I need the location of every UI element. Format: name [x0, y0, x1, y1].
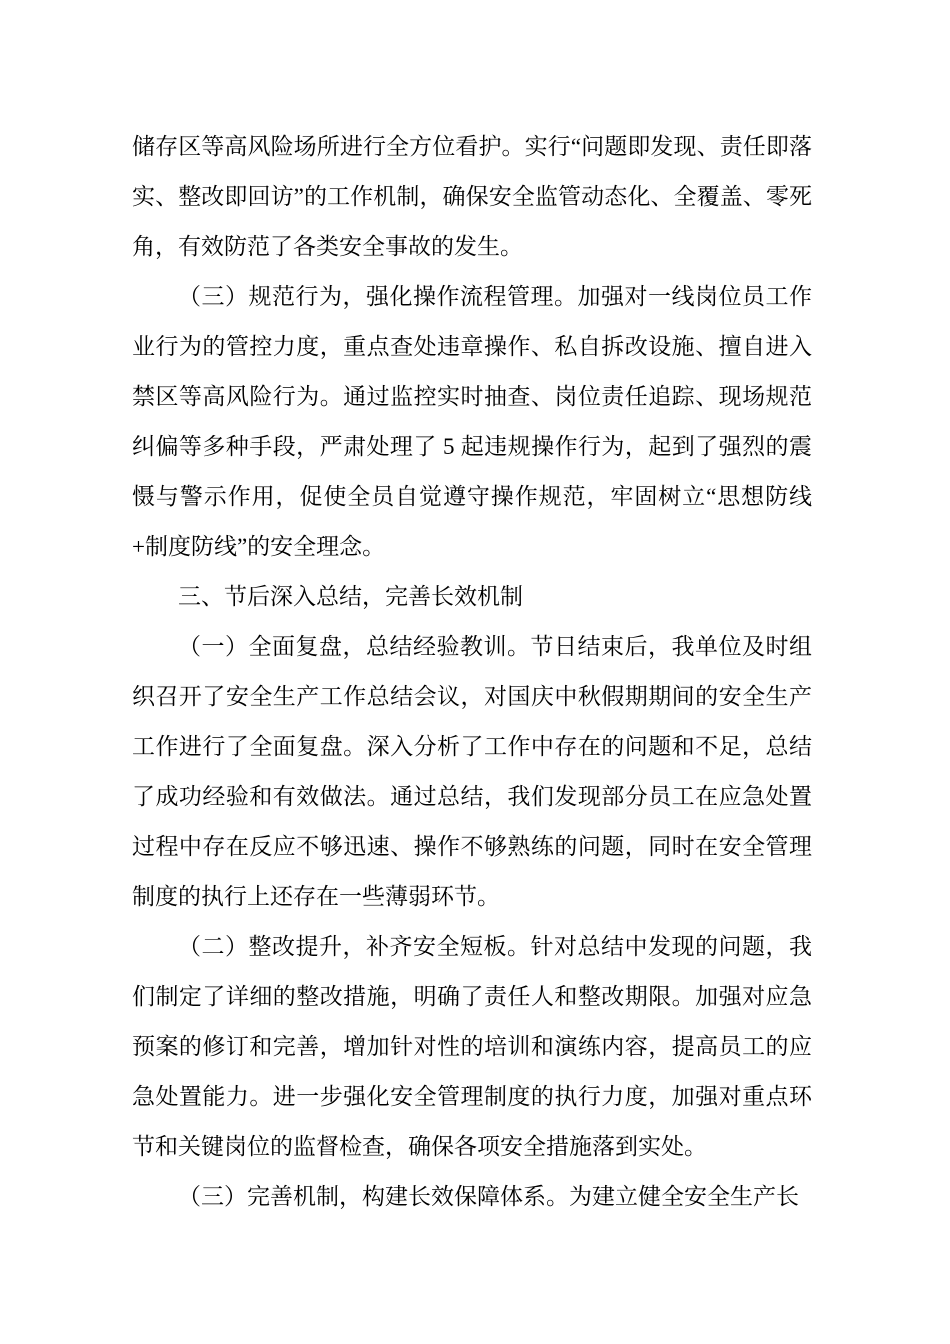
paragraph-item-1-full-review: （一）全面复盘，总结经验教训。节日结束后，我单位及时组织召开了安全生产工作总结会议，对国庆中秋假期期间的安全生产工作进行了全面复盘。深入分析了工作中存在的问题和不足，总结了成功经验和有效做法。通过总结，我们发现部分员工在应急处置过程中存在反应不够迅速、操作不够熟练的问题，同时在安全管理制度的执行上还存在一些薄弱环节。 — [132, 634, 812, 909]
paragraph-item-3-standardize-behavior: （三）规范行为，强化操作流程管理。加强对一线岗位员工作业行为的管控力度，重点查处违章操作、私自拆改设施、擅自进入禁区等高风险行为。通过监控实时抽查、岗位责任追踪、现场规范纠偏等多种手段，严肃处理了 5 起违规操作行为，起到了强烈的震慑与警示作用，促使全员自觉遵守操作规范，牢固树立“思想防线+制度防线”的安全理念。 — [132, 284, 812, 559]
document-body — [132, 122, 812, 1222]
section-heading-post-holiday-summary: 三、节后深入总结，完善长效机制 — [178, 584, 523, 609]
paragraph-item-2-rectification: （二）整改提升，补齐安全短板。针对总结中发现的问题，我们制定了详细的整改措施，明确了责任人和整改期限。加强对应急预案的修订和完善，增加针对性的培训和演练内容，提高员工的应急处置能力。进一步强化安全管理制度的执行力度，加强对重点环节和关键岗位的监督检查，确保各项安全措施落到实处。 — [132, 934, 812, 1159]
paragraph-item-3-long-term-mechanism: （三）完善机制，构建长效保障体系。为建立健全安全生产长 — [178, 1184, 799, 1209]
paragraph-continuation: 储存区等高风险场所进行全方位看护。实行“问题即发现、责任即落实、整改即回访”的工作机制，确保安全监管动态化、全覆盖、零死角，有效防范了各类安全事故的发生。 — [132, 134, 812, 259]
